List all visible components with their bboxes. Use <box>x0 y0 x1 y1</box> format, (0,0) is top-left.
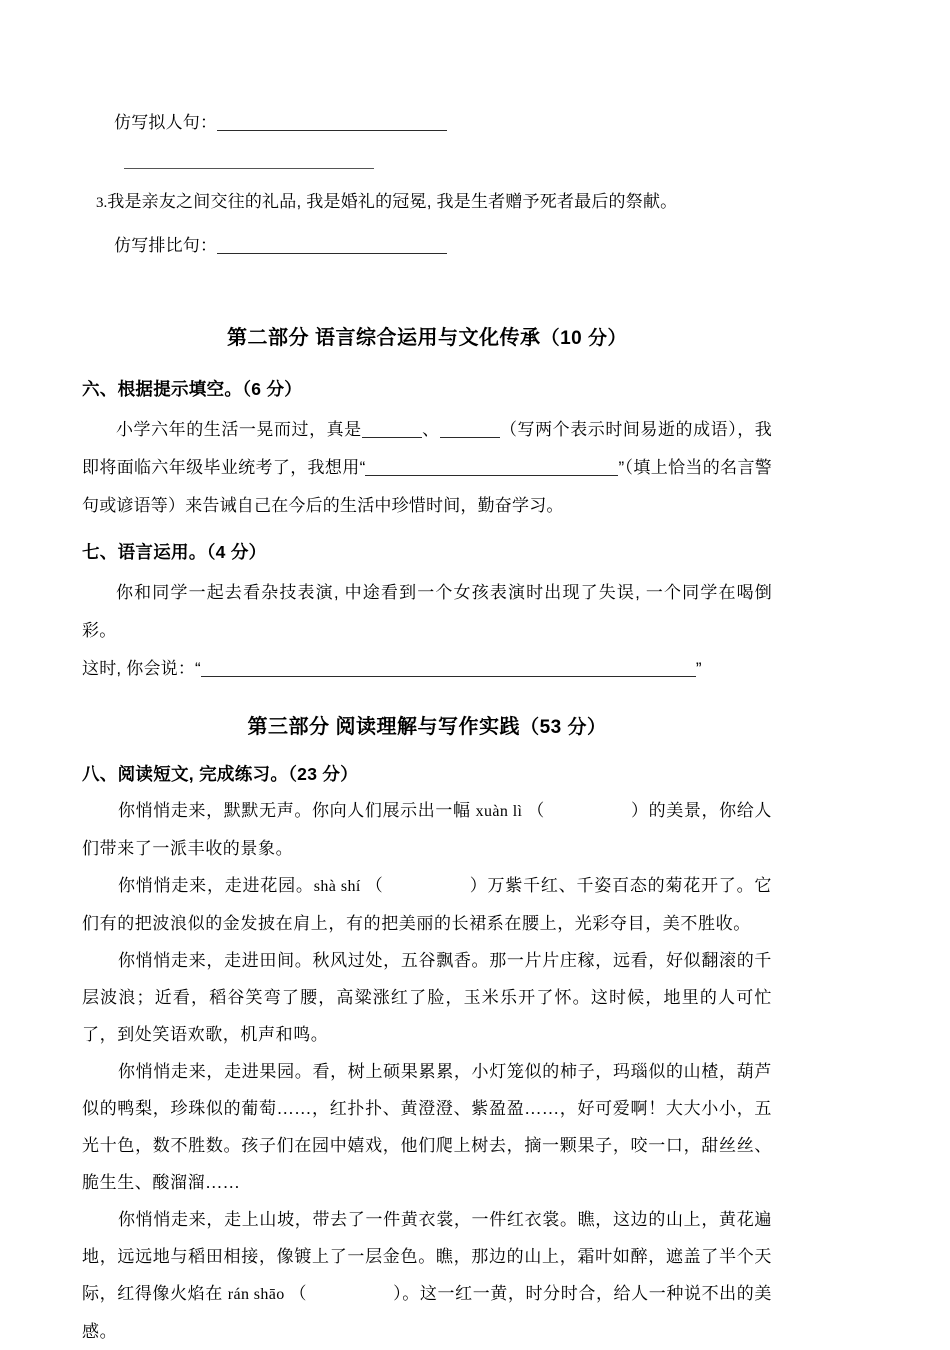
passage-paragraph <box>82 867 772 942</box>
question-6-text-c: （写两个表示时间易逝的成语），我即将面临六年级毕业统考了，我想用“ <box>82 420 772 477</box>
spacer <box>82 169 772 183</box>
question-6-text-b: 、 <box>421 420 440 439</box>
spacer <box>82 265 772 321</box>
part-2-title <box>82 321 772 350</box>
answer-blank-response[interactable] <box>201 661 696 677</box>
question-7-answer-label: 这时, 你会说：“ <box>82 659 201 678</box>
passage-text: （ <box>360 876 384 895</box>
part-3-title-score: （53 分） <box>520 717 607 738</box>
answer-blank-idiom-2[interactable] <box>440 422 500 438</box>
question-6-text-d: ”（填上恰当的名言警句或谚语等）来告诫自己在今后的生活中珍惜时间，勤奋学习。 <box>82 458 773 515</box>
passage-text: （ <box>284 1284 308 1303</box>
question-item-3 <box>96 183 772 221</box>
prompt-parallelism-line <box>114 227 772 265</box>
spacer <box>82 525 772 539</box>
prompt-personification-label: 仿写拟人句： <box>114 113 218 132</box>
question-7-answer-line <box>82 650 772 688</box>
passage-text: 你悄悄走来，默默无声。你向人们展示出一幅 <box>118 801 476 820</box>
pinyin-text: rán shāo <box>227 1286 285 1303</box>
passage-text: ）。这一红一黄，时分时合，给人一种说不出的美感。 <box>82 1284 772 1341</box>
prompt-parallelism-label: 仿写排比句： <box>114 236 218 255</box>
answer-blank-quotation[interactable] <box>365 460 618 476</box>
part-2-title-score: （10 分） <box>540 328 627 349</box>
pinyin-text: shà shí <box>313 878 361 895</box>
passage-text: 你悄悄走来，走上山坡，带去了一件黄衣裳，一件红衣裳。瞧，这边的山上，黄花遍地，远远地与稻田相接，像镀上了一层金色。瞧，那边的山上，霜叶如醉，遮盖了半个天际，红得像火焰在 <box>82 1210 772 1303</box>
passage-text: ）万紫千红、千姿百态的菊花开了。它们有的把波浪似的金发披在肩上，有的把美丽的长裙系在腰上，光彩夺目，美不胜收。 <box>82 876 772 933</box>
passage-paragraph <box>82 792 772 867</box>
part-3-title <box>82 710 772 739</box>
question-6-body <box>82 411 772 525</box>
passage-paragraph <box>82 1053 772 1201</box>
question-8-heading: 八、阅读短文, 完成练习。（23 分） <box>82 764 359 784</box>
spacer <box>82 142 772 168</box>
answer-blank-parallelism[interactable] <box>217 238 447 254</box>
question-6-text-a: 小学六年的生活一晃而过，真是 <box>116 420 362 439</box>
question-7-closing-quote: ” <box>695 659 702 678</box>
question-6-heading: 六、根据提示填空。（6 分） <box>82 379 303 399</box>
passage-text: 你悄悄走来，走进果园。看，树上硕果累累，小灯笼似的柿子，玛瑙似的山楂，葫芦似的鸭梨，珍珠似的葡萄……，红扑扑、黄澄澄、紫盈盈……，好可爱啊！大大小小，五光十色，数不胜数。孩子们在园中嬉戏，他们爬上树去，摘一颗果子，咬一口，甜丝丝、脆生生、酸溜溜…… <box>82 1062 772 1192</box>
spacer <box>82 350 772 376</box>
answer-blank-personification[interactable] <box>217 115 447 131</box>
spacer <box>82 688 772 710</box>
question-7-heading: 七、语言运用。（4 分） <box>82 542 267 562</box>
passage-text: 你悄悄走来，走进花园。 <box>118 876 314 895</box>
question-item-3-text: 我是亲友之间交往的礼品, 我是婚礼的冠冕, 我是生者赠予死者最后的祭献。 <box>107 192 678 211</box>
reading-passage <box>82 792 772 1350</box>
part-3-title-text: 第三部分 阅读理解与写作实践 <box>247 716 521 738</box>
passage-paragraph <box>82 942 772 1053</box>
answer-blank-idiom-1[interactable] <box>362 422 422 438</box>
spacer <box>82 564 772 574</box>
passage-text: ）的美景，你给人们带来了一派丰收的景象。 <box>82 801 772 858</box>
passage-text: （ <box>522 801 545 820</box>
spacer <box>82 401 772 411</box>
spacer <box>82 739 772 761</box>
part-2-title-text: 第二部分 语言综合运用与文化传承 <box>227 327 541 349</box>
question-7-scenario: 你和同学一起去看杂技表演, 中途看到一个女孩表演时出现了失误, 一个同学在喝倒彩。 <box>82 583 772 640</box>
page-content <box>82 104 772 1350</box>
question-item-3-number: 3. <box>96 195 108 211</box>
passage-text: 你悄悄走来，走进田间。秋风过处，五谷飘香。那一片片庄稼，远看，好似翻滚的千层波浪；近看，稻谷笑弯了腰，高粱涨红了脸，玉米乐开了怀。这时候，地里的人可忙了，到处笑语欢歌，机声和鸣。 <box>82 951 772 1044</box>
prompt-personification-line <box>114 104 772 142</box>
passage-paragraph <box>82 1201 772 1350</box>
pinyin-text: xuàn lì <box>475 803 523 820</box>
